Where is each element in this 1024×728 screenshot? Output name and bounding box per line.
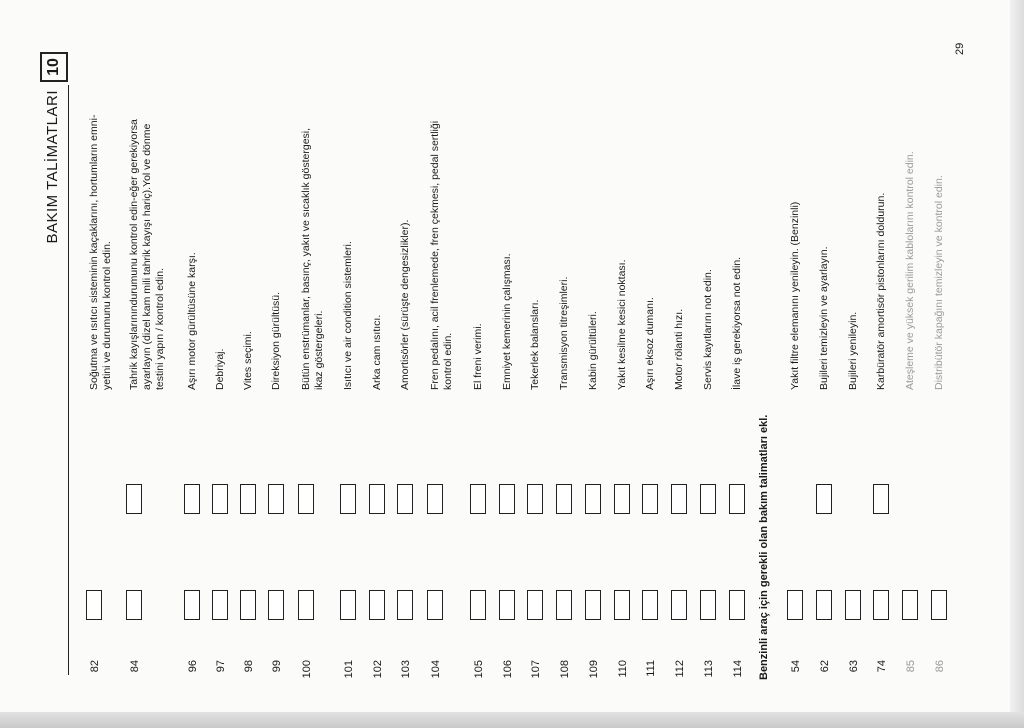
item-description: Transmisyon titreşimleri. [558, 276, 570, 390]
item-description: Tahrik kayışlarınındurumunu kontrol edin-eğer gerekiyorsa ayarlayın (dizel kam mili tahrik kayışı hariç).Yol ve dönme testini yapın / kontrol edin. [128, 119, 166, 390]
checkbox-interval-a[interactable] [902, 590, 918, 620]
checkbox-interval-a[interactable] [298, 590, 314, 620]
item-number: 54 [790, 660, 802, 673]
checkbox-interval-a[interactable] [642, 590, 658, 620]
checkbox-interval-b[interactable] [340, 484, 356, 514]
checkbox-interval-b[interactable] [298, 484, 314, 514]
checkbox-interval-a[interactable] [729, 590, 745, 620]
item-number: 62 [819, 660, 831, 673]
item-number: 86 [934, 660, 946, 673]
checkbox-interval-a[interactable] [427, 590, 443, 620]
checkbox-interval-a[interactable] [845, 590, 861, 620]
item-number: 104 [430, 660, 442, 679]
checkbox-interval-b[interactable] [427, 484, 443, 514]
item-number: 114 [732, 660, 744, 678]
scan-bottom-shadow [0, 712, 1024, 728]
checkbox-interval-b[interactable] [873, 484, 889, 514]
item-description: Motor rölanti hızı. [673, 308, 685, 390]
item-number: 106 [502, 660, 514, 679]
checkbox-interval-b[interactable] [614, 484, 630, 514]
item-description: Yakıt filtre elemanını yenileyin. (Benzinli) [789, 201, 801, 390]
item-description: İlave iş gerekiyorsa not edin. [731, 256, 743, 390]
checkbox-interval-a[interactable] [585, 590, 601, 620]
checkbox-interval-a[interactable] [527, 590, 543, 620]
item-number: 74 [876, 660, 888, 673]
checkbox-interval-b[interactable] [642, 484, 658, 514]
checkbox-interval-b[interactable] [397, 484, 413, 514]
item-description: Bütün enstrümanlar, basınç, yakıt ve sıcaklık göstergesi, ikaz göstergeleri. [300, 127, 325, 390]
chapter-number-box: 10 [40, 52, 68, 82]
item-description: Emniyet kemerinin çalışması. [501, 253, 513, 390]
item-number: 111 [645, 660, 657, 677]
item-description: Direksiyon gürültüsü. [270, 291, 282, 390]
checkbox-interval-a[interactable] [787, 590, 803, 620]
checkbox-interval-a[interactable] [931, 590, 947, 620]
item-description: Fren pedalını, acil frenlemede, fren çekmesi, pedal sertliği kontrol edin. [429, 120, 454, 390]
item-description: Debriyaj. [214, 348, 226, 390]
item-number: 108 [559, 660, 571, 679]
checkbox-interval-b[interactable] [126, 484, 142, 514]
item-description: Ateşleme ve yüksek gerilim kablolarını kontrol edin. [904, 151, 916, 390]
checkbox-interval-b[interactable] [499, 484, 515, 514]
item-description: Karbüratör amortisör pistonlarını doldurun. [875, 192, 887, 390]
item-number: 102 [372, 660, 384, 679]
item-number: 109 [588, 660, 600, 679]
checkbox-interval-a[interactable] [184, 590, 200, 620]
item-number: 103 [400, 660, 412, 679]
checkbox-interval-b[interactable] [700, 484, 716, 514]
checkbox-interval-b[interactable] [527, 484, 543, 514]
item-description: Vites seçimi. [242, 331, 254, 390]
item-description: Soğutma ve ısıtıcı sisteminin kaçaklarını, hortumların emni- yetini ve durumunu kontrol edin. [88, 114, 113, 390]
checkbox-interval-a[interactable] [369, 590, 385, 620]
item-number: 96 [187, 660, 199, 673]
item-description: Bujileri temizleyin ve ayarlayın. [818, 246, 830, 390]
checkbox-interval-a[interactable] [240, 590, 256, 620]
checkbox-interval-a[interactable] [556, 590, 572, 620]
checkbox-interval-b[interactable] [729, 484, 745, 514]
checkbox-interval-a[interactable] [397, 590, 413, 620]
checkbox-interval-b[interactable] [585, 484, 601, 514]
checkbox-interval-a[interactable] [700, 590, 716, 620]
checkbox-interval-b[interactable] [184, 484, 200, 514]
item-number: 113 [703, 660, 715, 678]
checkbox-interval-a[interactable] [816, 590, 832, 620]
item-number: 100 [301, 660, 313, 679]
checkbox-interval-a[interactable] [340, 590, 356, 620]
item-description: Amortisörler (sürüşte dengesizlikler). [399, 219, 411, 390]
checkbox-interval-a[interactable] [212, 590, 228, 620]
item-description: Distribütör kapağını temizleyin ve kontrol edin. [933, 175, 945, 390]
title-rule [68, 85, 69, 675]
checkbox-interval-a[interactable] [86, 590, 102, 620]
item-description: Kabin gürültüleri. [587, 311, 599, 390]
checkbox-interval-a[interactable] [126, 590, 142, 620]
section-heading: Benzinli araç için gerekli olan bakım talimatları ekl. [758, 414, 770, 680]
item-description: Aşırı motor gürültüsüne karşı. [186, 252, 198, 390]
page-number: 29 [954, 42, 966, 55]
item-number: 97 [215, 660, 227, 673]
checkbox-interval-a[interactable] [470, 590, 486, 620]
item-number: 101 [343, 660, 355, 679]
item-description: Aşırı eksoz dumanı. [644, 297, 656, 390]
item-number: 99 [271, 660, 283, 673]
item-number: 84 [129, 660, 141, 673]
item-description: Isıtıcı ve air condition sistemleri. [342, 241, 354, 390]
item-description: Bujileri yenileyin. [847, 311, 859, 390]
scan-edge-shadow [1010, 0, 1024, 712]
item-number: 98 [243, 660, 255, 673]
item-number: 110 [617, 660, 629, 678]
item-number: 63 [848, 660, 860, 673]
checkbox-interval-b[interactable] [470, 484, 486, 514]
checkbox-interval-a[interactable] [268, 590, 284, 620]
item-number: 82 [89, 660, 101, 673]
checkbox-interval-a[interactable] [499, 590, 515, 620]
checkbox-interval-a[interactable] [614, 590, 630, 620]
checkbox-interval-a[interactable] [873, 590, 889, 620]
checkbox-interval-b[interactable] [671, 484, 687, 514]
item-description: El freni verimi. [472, 323, 484, 390]
page-title: BAKIM TALİMATLARI [44, 90, 61, 244]
item-description: Arka cam ısıtıcı. [371, 314, 383, 390]
item-number: 85 [905, 660, 917, 673]
item-number: 112 [674, 660, 686, 678]
item-description: Tekerlek balansları. [529, 299, 541, 390]
checkbox-interval-a[interactable] [671, 590, 687, 620]
checkbox-interval-b[interactable] [212, 484, 228, 514]
item-description: Servis kayıtlarını not edin. [702, 269, 714, 390]
checkbox-interval-b[interactable] [268, 484, 284, 514]
checkbox-interval-b[interactable] [816, 484, 832, 514]
checkbox-interval-b[interactable] [240, 484, 256, 514]
checkbox-interval-b[interactable] [369, 484, 385, 514]
item-number: 105 [473, 660, 485, 679]
checkbox-interval-b[interactable] [556, 484, 572, 514]
item-description: Yakıt kesilme kesici noktası. [616, 259, 628, 390]
item-number: 107 [530, 660, 542, 679]
